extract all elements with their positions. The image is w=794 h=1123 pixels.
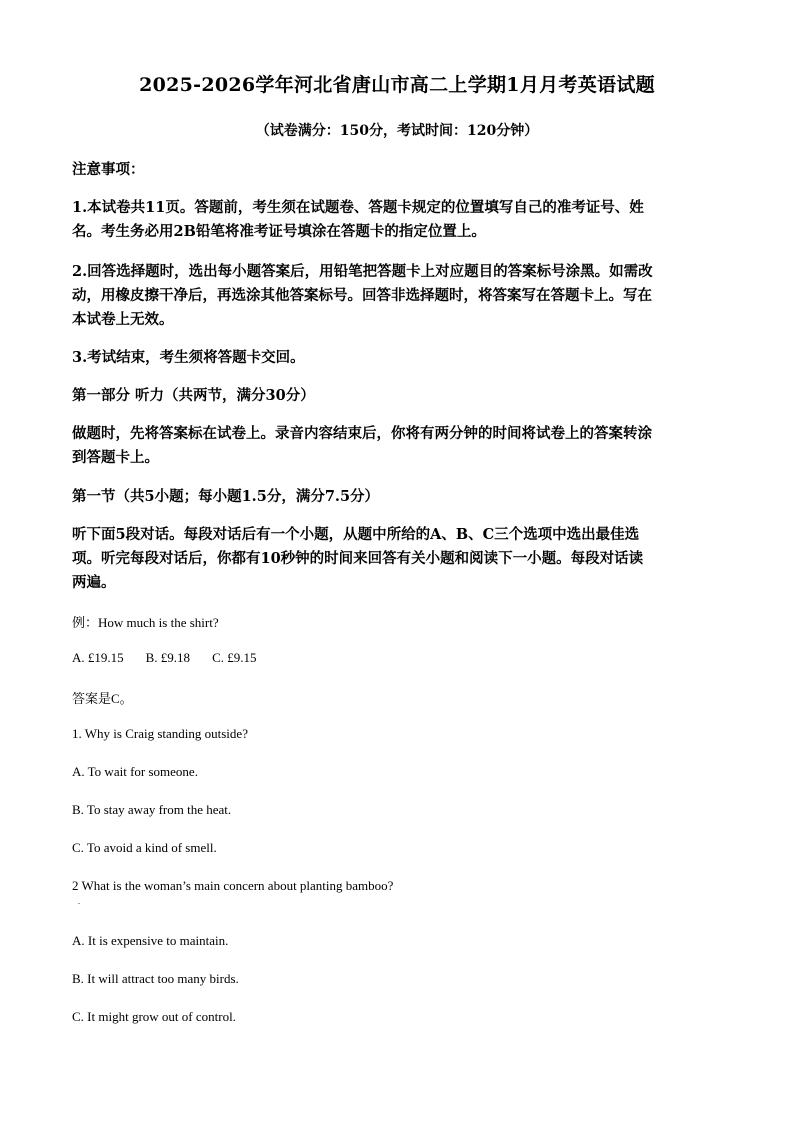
note-3-line-1: 3.考试结束，考生须将答题卡交回。: [72, 349, 305, 366]
question-2-option-c: C. It might grow out of control.: [72, 1009, 236, 1024]
example-option-c: C. £9.15: [212, 650, 257, 665]
note-2-line-3: 本试卷上无效。: [72, 311, 174, 328]
note-1-line-1: 1.本试卷共11页。答题前，考生须在试题卷、答题卡规定的位置填写自己的准考证号、姓: [72, 199, 644, 216]
note-2-line-1: 2.回答选择题时，选出每小题答案后，用铅笔把答题卡上对应题目的答案标号涂黑。如需改: [72, 263, 653, 280]
stray-mark: .: [78, 897, 80, 906]
section1-instruction-line-3: 两遍。: [72, 574, 116, 591]
example-question: 例：How much is the shirt?: [72, 615, 219, 630]
part1-instruction-line-1: 做题时，先将答案标在试卷上。录音内容结束后，你将有两分钟的时间将试卷上的答案转涂: [72, 425, 652, 442]
question-2-option-a: A. It is expensive to maintain.: [72, 933, 229, 948]
note-1-line-2: 名。考生务必用2B铅笔将准考证号填涂在答题卡的指定位置上。: [72, 223, 486, 240]
question-1-stem: 1. Why is Craig standing outside?: [72, 726, 248, 741]
page-title: 2025-2026学年河北省唐山市高二上学期1月月考英语试题: [139, 74, 655, 96]
section1-heading: 第一节（共5小题；每小题1.5分，满分7.5分）: [72, 488, 380, 505]
section1-instruction-line-1: 听下面5段对话。每段对话后有一个小题，从题中所给的A、B、C三个选项中选出最佳选: [72, 526, 640, 543]
example-answer: 答案是C。: [72, 691, 133, 706]
question-1-option-b: B. To stay away from the heat.: [72, 802, 232, 817]
question-1-option-a: A. To wait for someone.: [72, 764, 198, 779]
notice-heading: 注意事项：: [72, 161, 145, 178]
note-2-line-2: 动，用橡皮擦干净后，再选涂其他答案标号。回答非选择题时，将答案写在答题卡上。写在: [72, 287, 652, 304]
example-option-a: A. £19.15: [72, 650, 124, 665]
example-options: [72, 650, 278, 666]
section1-instruction-line-2: 项。听完每段对话后，你都有10秒钟的时间来回答有关小题和阅读下一小题。每段对话读: [72, 550, 644, 567]
question-2-stem: 2 What is the woman’s main concern about planting bamboo?: [72, 878, 394, 893]
part1-instruction-line-2: 到答题卡上。: [72, 449, 159, 466]
question-2-option-b: B. It will attract too many birds.: [72, 971, 239, 986]
example-option-b: B. £9.18: [145, 650, 191, 665]
question-1-option-c: C. To avoid a kind of smell.: [72, 840, 217, 855]
part1-heading: 第一部分 听力（共两节，满分30分）: [72, 387, 315, 404]
exam-subtitle: （试卷满分：150分，考试时间：120分钟）: [255, 123, 539, 139]
